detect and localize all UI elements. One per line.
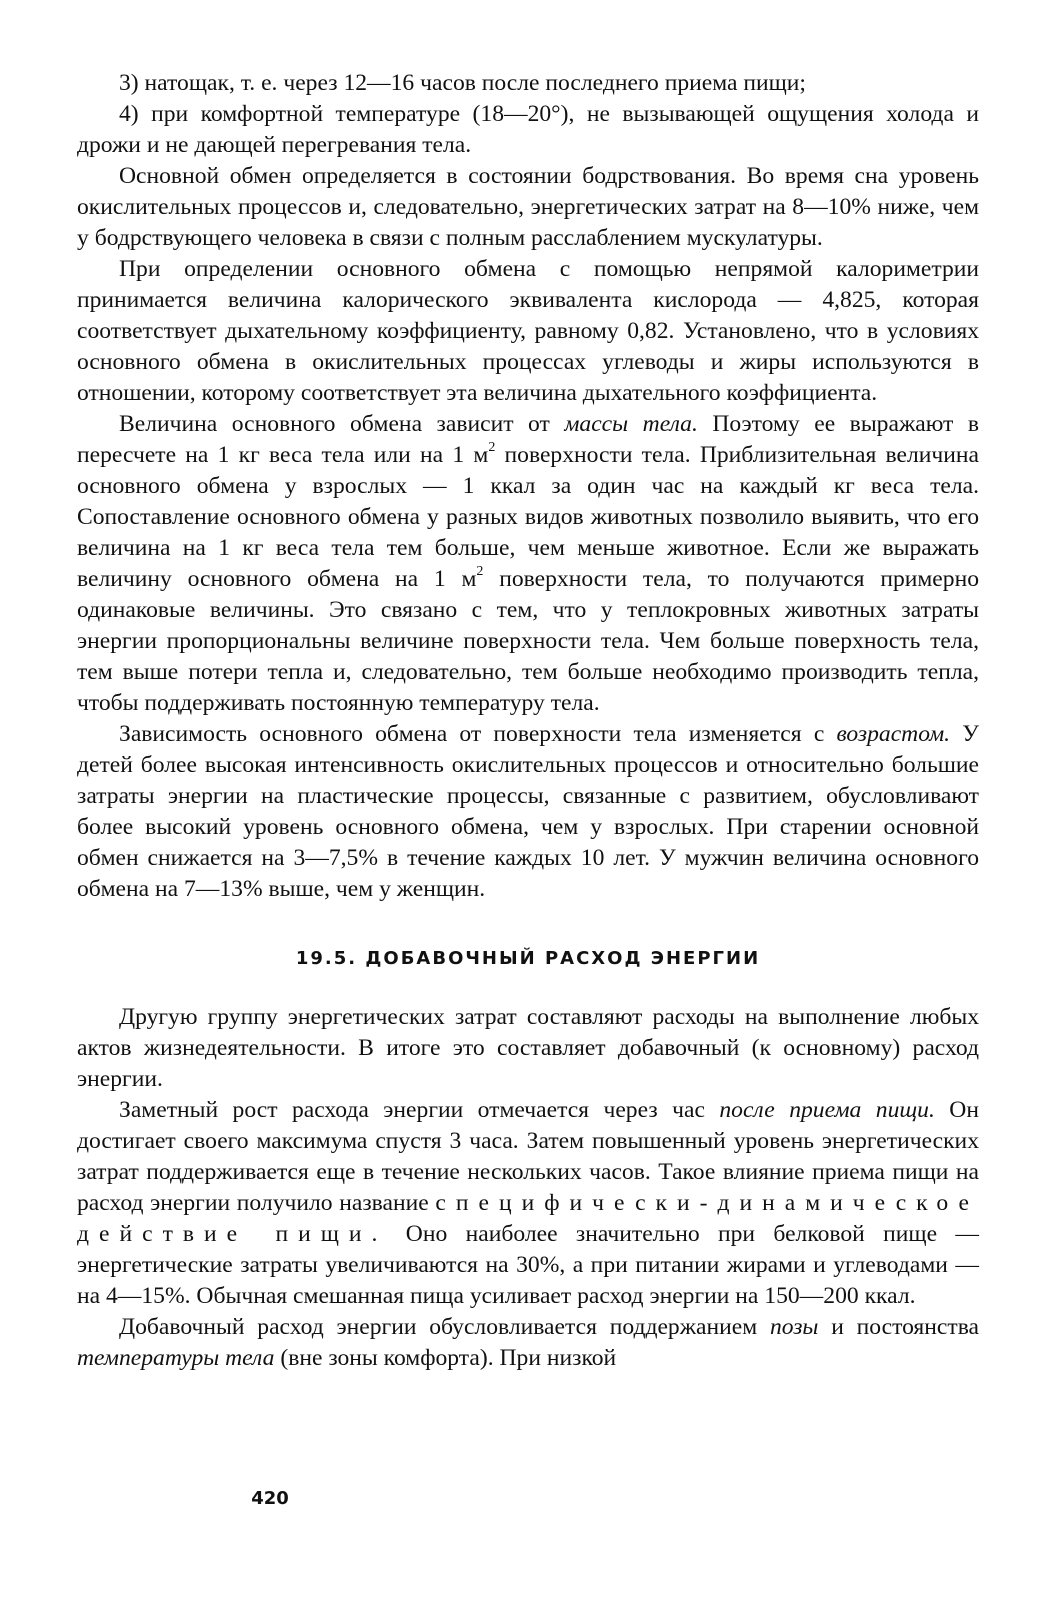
text-run: Оно наиболее значительно при белковой пище — энергетические затраты увеличиваются на 30%, а при питании жирами и углеводами — на 4—15%. Обычная смешанная пища усиливает расход энергии на 150—200 ккал. — [77, 1221, 980, 1309]
text-run: У детей более высокая интенсивность окислительных процессов и относительно большие затраты энергии на пластические процессы, связанные с развитием, обусловливают более высокий уровень основного обмена, чем у взрослых. При старении основной обмен снижается на 3—7,5% в течение каждых 10 лет. У мужчин величина основного обмена на 7—13% выше, чем у женщин. — [77, 721, 979, 902]
text-run: поверхности тела. Приблизительная величина основного обмена у взрослых — 1 ккал за один час на каждый кг веса тела. Сопоставление основного обмена у разных видов животных позволило выявить, что его величина на 1 кг веса тела тем больше, чем меньше животное. Если же выражать величину основного обмена на 1 м — [77, 442, 980, 592]
list-item-temperature: 4) при комфортной температуре (18—20°), не вызывающей ощущения холода и дрожи и не дающей перегревания тела. — [77, 101, 979, 158]
text-run: Он достигает своего максимума спустя 3 часа. Затем повышенный уровень энергетических затрат поддерживается еще в течение нескольких часов. Такое влияние приема пищи на расход энергии получило название — [77, 1097, 979, 1216]
page-body — [77, 68, 979, 1374]
emphasis-body-mass: массы тела. — [564, 411, 698, 437]
paragraph-posture — [77, 1312, 979, 1374]
text-run: Добавочный расход энергии обусловливается поддержанием — [119, 1314, 770, 1340]
paragraph-body-mass — [77, 409, 979, 719]
spaced-term: специфически-динамическое действие пищи. — [77, 1190, 979, 1247]
emphasis-after-meal: после приема пищи. — [719, 1097, 935, 1123]
superscript-squared: 2 — [488, 440, 496, 456]
paragraph-age — [77, 719, 979, 905]
text-run: Поэтому ее выражают в пересчете на 1 кг веса тела или на 1 м — [77, 411, 979, 468]
text-run: Зависимость основного обмена от поверхности тела изменяется с — [119, 721, 837, 747]
emphasis-age: возрастом. — [836, 721, 951, 747]
section-heading: 19.5. ДОБАВОЧНЫЙ РАСХОД ЭНЕРГИИ — [295, 948, 761, 969]
text-run: (вне зоны комфорта). При низкой — [274, 1345, 617, 1371]
text-run: поверхности тела, то получаются примерно одинаковые величины. Это связано с тем, что у теплокровных животных затраты энергии пропорциональны величине поверхности тела. Чем больше поверхность тела, тем выше потери тепла и, следовательно, тем больше необходимо производить тепла, чтобы поддерживать постоянную температуру тела. — [77, 566, 979, 716]
emphasis-posture: позы — [769, 1314, 819, 1340]
paragraph-calorimetry: При определении основного обмена с помощью непрямой калориметрии принимается величина калорического эквивалента кислорода — 4,825, которая соответствует дыхательному коэффициенту, равному 0,82. Установлено, что в условиях основного обмена в окислительных процессах углеводы и жиры используются в отношении, которому соответствует эта величина дыхательного коэффициента. — [77, 256, 979, 406]
emphasis-body-temperature: температуры тела — [77, 1345, 275, 1371]
text-run: Величина основного обмена зависит от — [119, 411, 565, 437]
text-run: Заметный рост расхода энергии отмечается через час — [119, 1097, 720, 1123]
text-run: и постоянства — [818, 1314, 979, 1340]
paragraph-food-intake — [77, 1095, 979, 1312]
page-number: 420 — [251, 1488, 289, 1509]
superscript-squared: 2 — [476, 564, 484, 580]
paragraph-other-expenses: Другую группу энергетических затрат составляют расходы на выполнение любых актов жизнедеятельности. В итоге это составляет добавочный (к основному) расход энергии. — [77, 1004, 979, 1092]
paragraph-sleep: Основной обмен определяется в состоянии бодрствования. Во время сна уровень окислительных процессов и, следовательно, энергетических затрат на 8—10% ниже, чем у бодрствующего человека в связи с полным расслаблением мускулатуры. — [77, 163, 979, 251]
list-item-fasting: 3) натощак, т. е. через 12—16 часов после последнего приема пищи; — [119, 70, 806, 96]
